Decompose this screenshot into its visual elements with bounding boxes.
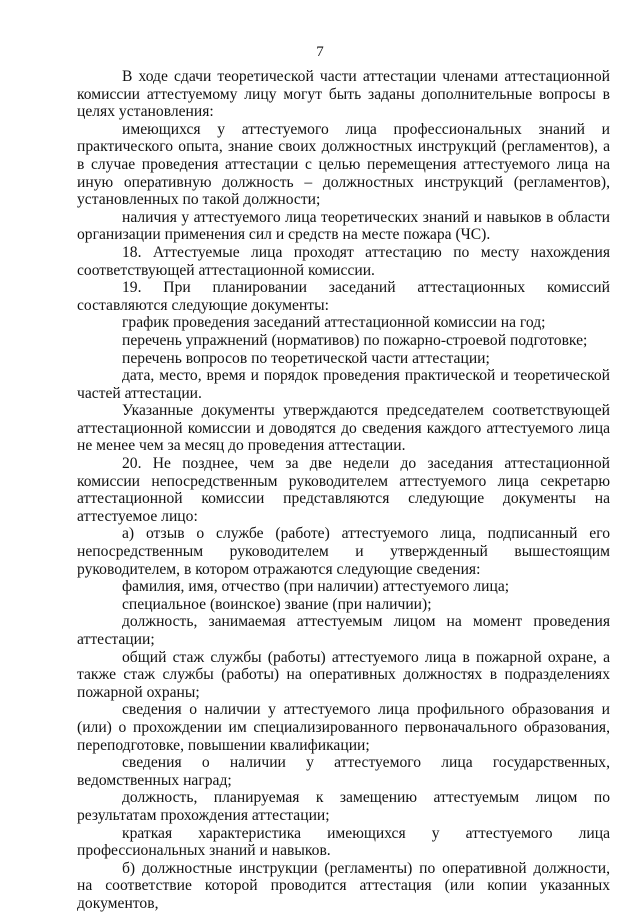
paragraph: 19. При планировании заседаний аттестационных комиссий составляются следующие документы: bbox=[77, 279, 610, 314]
paragraph: имеющихся у аттестуемого лица профессиональных знаний и практического опыта, знание своих должностных инструкций (регламентов), а в случае проведения аттестации с целью перемещения аттестуемого лица на иную оперативную должность – должностных инструкций (регламентов), установленных по такой должности; bbox=[77, 120, 610, 209]
paragraph: Указанные документы утверждаются председателем соответствующей аттестационной комиссии и доводятся до сведения каждого аттестуемого лица не менее чем за месяц до проведения аттестации. bbox=[77, 402, 610, 455]
paragraph: 20. Не позднее, чем за две недели до заседания аттестационной комиссии непосредственным руководителем аттестуемого лица секретарю аттестационной комиссии представляются следующие документы на аттестуемое лицо: bbox=[77, 455, 610, 525]
paragraph: общий стаж службы (работы) аттестуемого лица в пожарной охране, а также стаж службы (работы) на оперативных должностях в подразделениях пожарной охраны; bbox=[77, 648, 610, 701]
paragraph: график проведения заседаний аттестационной комиссии на год; bbox=[122, 314, 546, 332]
paragraph: фамилия, имя, отчество (при наличии) аттестуемого лица; bbox=[122, 578, 510, 596]
page-number: 7 bbox=[316, 44, 324, 60]
paragraph: специальное (воинское) звание (при наличии); bbox=[122, 595, 432, 613]
paragraph: должность, планируемая к замещению аттестуемым лицом по результатам прохождения аттестации; bbox=[77, 789, 610, 824]
paragraph: дата, место, время и порядок проведения практической и теоретической частей аттестации. bbox=[77, 367, 610, 402]
paragraph: 18. Аттестуемые лица проходят аттестацию по месту нахождения соответствующей аттестационной комиссии. bbox=[77, 243, 610, 279]
paragraph: перечень упражнений (нормативов) по пожарно-строевой подготовке; bbox=[122, 331, 588, 349]
paragraph: б) должностные инструкции (регламенты) по оперативной должности, на соответствие которой проводится аттестация (или копии указанных документов, bbox=[77, 859, 610, 912]
paragraph: В ходе сдачи теоретической части аттестации членами аттестационной комиссии аттестуемому лицу могут быть заданы дополнительные вопросы в целях установления: bbox=[77, 68, 610, 121]
paragraph: сведения о наличии у аттестуемого лица государственных, ведомственных наград; bbox=[77, 754, 610, 789]
paragraph: должность, занимаемая аттестуемым лицом на момент проведения аттестации; bbox=[77, 613, 610, 648]
paragraph: а) отзыв о службе (работе) аттестуемого лица, подписанный его непосредственным руководителем и утвержденный вышестоящим руководителем, в котором отражаются следующие сведения: bbox=[77, 525, 610, 578]
paragraph: перечень вопросов по теоретической части аттестации; bbox=[122, 349, 490, 367]
document-body bbox=[77, 68, 610, 913]
paragraph: наличия у аттестуемого лица теоретических знаний и навыков в области организации применения сил и средств на месте пожара (ЧС). bbox=[77, 208, 610, 244]
paragraph: сведения о наличии у аттестуемого лица профильного образования и (или) о прохождении им специализированного первоначального образования, переподготовке, повышении квалификации; bbox=[77, 701, 610, 754]
paragraph: краткая характеристика имеющихся у аттестуемого лица профессиональных знаний и навыков. bbox=[77, 824, 610, 860]
